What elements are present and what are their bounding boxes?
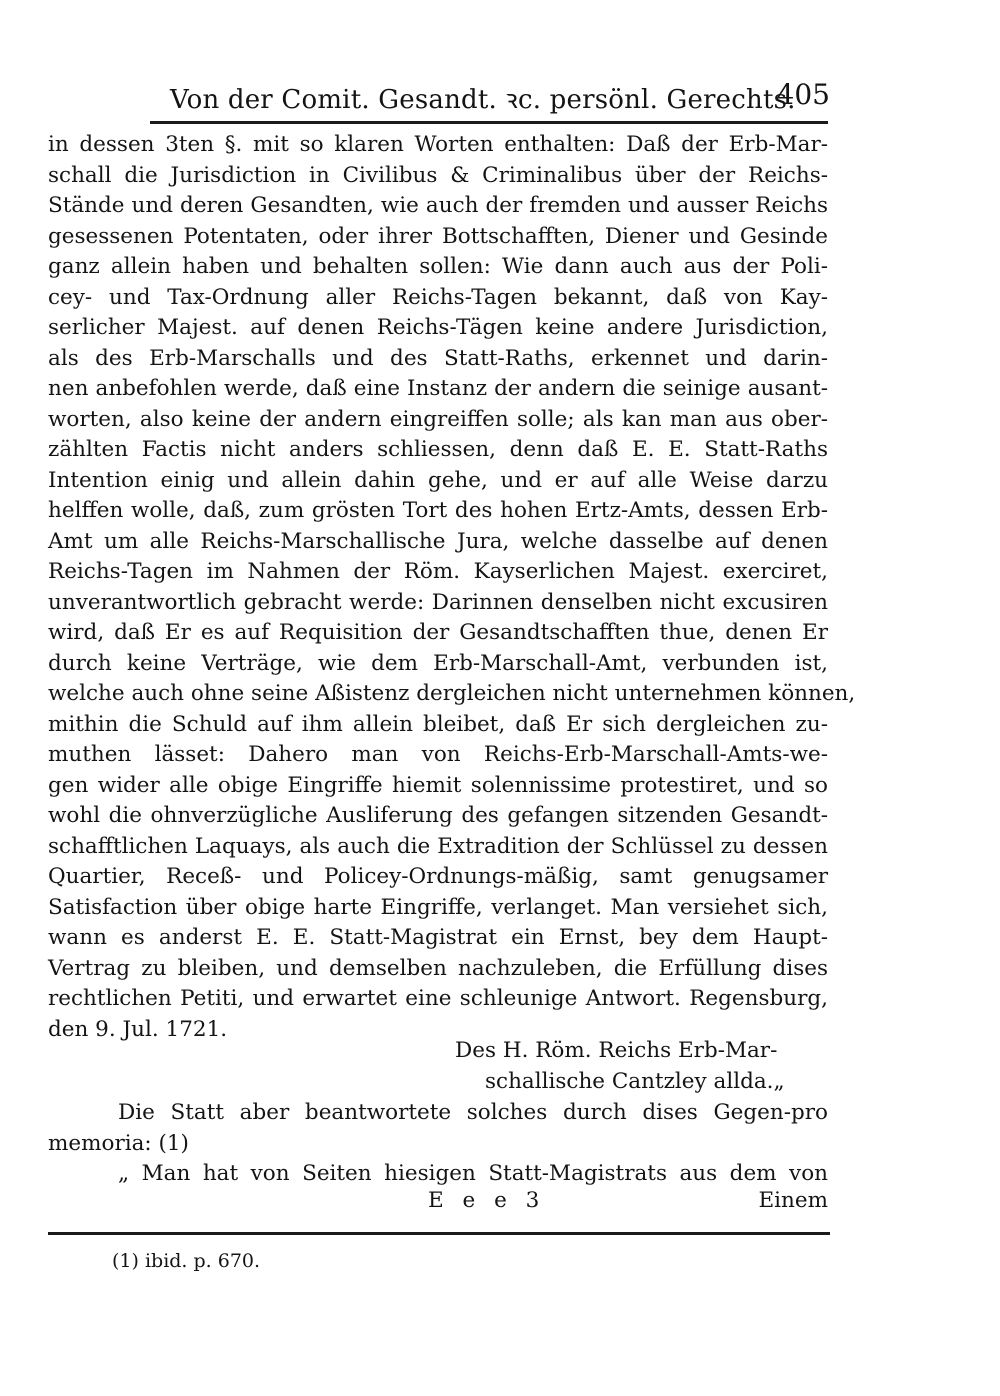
- body-text: [48, 130, 856, 1045]
- text-line: rechtlichen Petiti, und erwartet eine schleunige Antwort. Regensburg,: [48, 986, 828, 1011]
- text-line: gesessenen Potentaten, oder ihrer Bottschafften, Diener und Gesinde: [48, 223, 828, 249]
- text-line: schafftlichen Laquays, als auch die Extradition der Schlüssel zu dessen: [48, 833, 828, 859]
- text-line: Stände und deren Gesandten, wie auch der fremden und ausser Reichs: [48, 193, 828, 218]
- text-line: welche auch ohne seine Aßistenz dergleichen nicht unternehmen können,: [48, 681, 856, 706]
- text-line: nen anbefohlen werde, daß eine Instanz der andern die seinige ausant-: [48, 376, 828, 401]
- footnote: (1) ibid. p. 670.: [112, 1250, 261, 1272]
- text-line: in dessen 3ten §. mit so klaren Worten enthalten: Daß der Erb-Mar-: [48, 132, 828, 157]
- text-line: cey- und Tax-Ordnung aller Reichs-Tagen bekannt, daß von Kay-: [48, 284, 828, 310]
- text-line: wohl die ohnverzügliche Ausliferung des gefangen sitzenden Gesandt-: [48, 803, 828, 828]
- text-line: Amt um alle Reichs-Marschallische Jura, welche dasselbe auf denen: [48, 528, 828, 554]
- text-line: mithin die Schuld auf ihm allein bleibet, daß Er sich dergleichen zu-: [48, 711, 828, 737]
- text-line: muthen lässet: Dahero man von Reichs-Erb-Marschall-Amts-we-: [48, 742, 828, 767]
- text-line: Satisfaction über obige harte Eingriffe, verlanget. Man versiehet sich,: [48, 894, 828, 920]
- text-line: Reichs-Tagen im Nahmen der Röm. Kayserlichen Majest. exerciret,: [48, 559, 828, 584]
- text-line: unverantwortlich gebracht werde: Darinnen denselben nicht excusiren: [48, 589, 828, 615]
- text-line: memoria: (1): [48, 1130, 189, 1156]
- text-line: ganz allein haben und behalten sollen: Wie dann auch aus der Poli-: [48, 254, 828, 279]
- footnote-rule: [48, 1232, 830, 1235]
- signature-block: [455, 1036, 830, 1097]
- signature-line-2: schallische Cantzley allda.„: [485, 1068, 785, 1094]
- text-line: als des Erb-Marschalls und des Statt-Raths, erkennet und darin-: [48, 345, 828, 371]
- text-line: helffen wolle, daß, zum grösten Tort des hohen Ertz-Amts, dessen Erb-: [48, 498, 828, 523]
- running-head: [160, 78, 830, 118]
- text-line: serlicher Majest. auf denen Reichs-Tägen keine andere Jurisdiction,: [48, 315, 828, 340]
- text-line: gen wider alle obige Eingriffe hiemit solennissime protestiret, und so: [48, 772, 828, 798]
- text-line: schall die Jurisdiction in Civilibus & Criminalibus über der Reichs-: [48, 162, 828, 188]
- continuation-text: [48, 1098, 828, 1190]
- text-line: „ Man hat von Seiten hiesigen Statt-Magistrats aus dem von: [118, 1161, 828, 1186]
- printer-signature-mark: E e e 3: [428, 1188, 546, 1213]
- text-line: Quartier, Receß- und Policey-Ordnungs-mäßig, samt genugsamer: [48, 864, 828, 889]
- signature-line-1: Des H. Röm. Reichs Erb-Mar-: [455, 1038, 778, 1063]
- text-line: worten, also keine der andern eingreiffen solle; als kan man aus ober-: [48, 406, 828, 432]
- date-line: den 9. Jul. 1721.: [48, 1016, 228, 1042]
- page-number: 405: [776, 78, 830, 111]
- catchword: Einem: [758, 1188, 828, 1213]
- text-line: wird, daß Er es auf Requisition der Gesandtschafften thue, denen Er: [48, 620, 828, 645]
- text-line: durch keine Verträge, wie dem Erb-Marschall-Amt, verbunden ist,: [48, 650, 828, 676]
- catch-row: [48, 1188, 828, 1218]
- running-title: Von der Comit. Gesandt. ꝛc. persönl. Gerechts.: [170, 85, 796, 115]
- text-line: Die Statt aber beantwortete solches durch dises Gegen-pro: [118, 1100, 828, 1125]
- header-rule: [150, 121, 828, 124]
- text-line: wann es anderst E. E. Statt-Magistrat ein Ernst, bey dem Haupt-: [48, 925, 828, 950]
- text-line: zählten Factis nicht anders schliessen, denn daß E. E. Statt-Raths: [48, 437, 828, 462]
- text-line: Vertrag zu bleiben, und demselben nachzuleben, die Erfüllung dises: [48, 955, 828, 981]
- text-line: Intention einig und allein dahin gehe, und er auf alle Weise darzu: [48, 467, 828, 493]
